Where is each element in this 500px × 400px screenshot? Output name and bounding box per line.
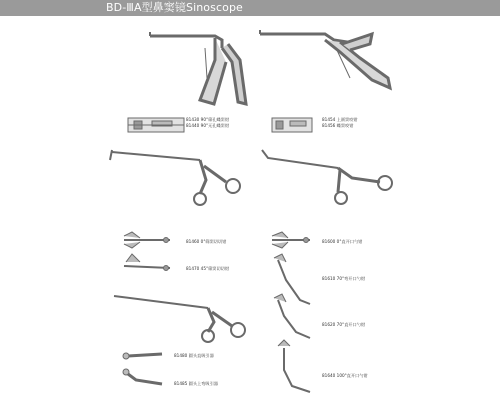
curved-forceps-right <box>262 150 392 204</box>
ethmoid-tip-0deg <box>124 232 170 248</box>
caption-81430: 81430 90°筛孔蝶窦钳 <box>186 117 230 122</box>
ethmoid-tip-45deg <box>124 254 170 271</box>
cup-tip-100deg <box>278 340 310 392</box>
catalog-title: BD-ⅢA型鼻窦镜Sinoscope <box>106 1 243 14</box>
caption-81460: 81460 0°筛窦切切钳 <box>186 239 227 244</box>
caption-81480: 81480 圆头直吸引器 <box>174 353 214 358</box>
caption-81470: 81470 45°筛窦切切钳 <box>186 266 230 271</box>
caption-81454: 81454 上颌窦咬钳 <box>322 117 358 122</box>
long-forceps-left <box>114 296 245 342</box>
caption-81440: 81440 90°无孔蝶窦钳 <box>186 123 230 128</box>
caption-81456: 81456 蝶窦咬钳 <box>322 123 354 128</box>
suction-curved <box>123 369 162 384</box>
kerrison-rongeur-left <box>150 32 246 104</box>
rongeur-tip-detail-right <box>272 118 312 132</box>
rongeur-tip-detail-left <box>128 118 184 132</box>
ethmoid-forceps-straight <box>110 150 240 205</box>
caption-81620: 81620 70°直开口勺钳 <box>322 322 366 327</box>
cup-tip-70deg-straight <box>274 294 310 338</box>
caption-81600: 81600 0°直开口勺钳 <box>322 239 363 244</box>
caption-81640: 81640 100°直开口勺钳 <box>322 373 368 378</box>
caption-81610: 81610 70°弯开口勺钳 <box>322 276 366 281</box>
cup-tip-0deg <box>272 232 310 248</box>
kerrison-rongeur-right <box>260 30 390 88</box>
caption-81485: 81485 圆头上弯吸引器 <box>174 381 218 386</box>
suction-straight <box>123 353 162 359</box>
